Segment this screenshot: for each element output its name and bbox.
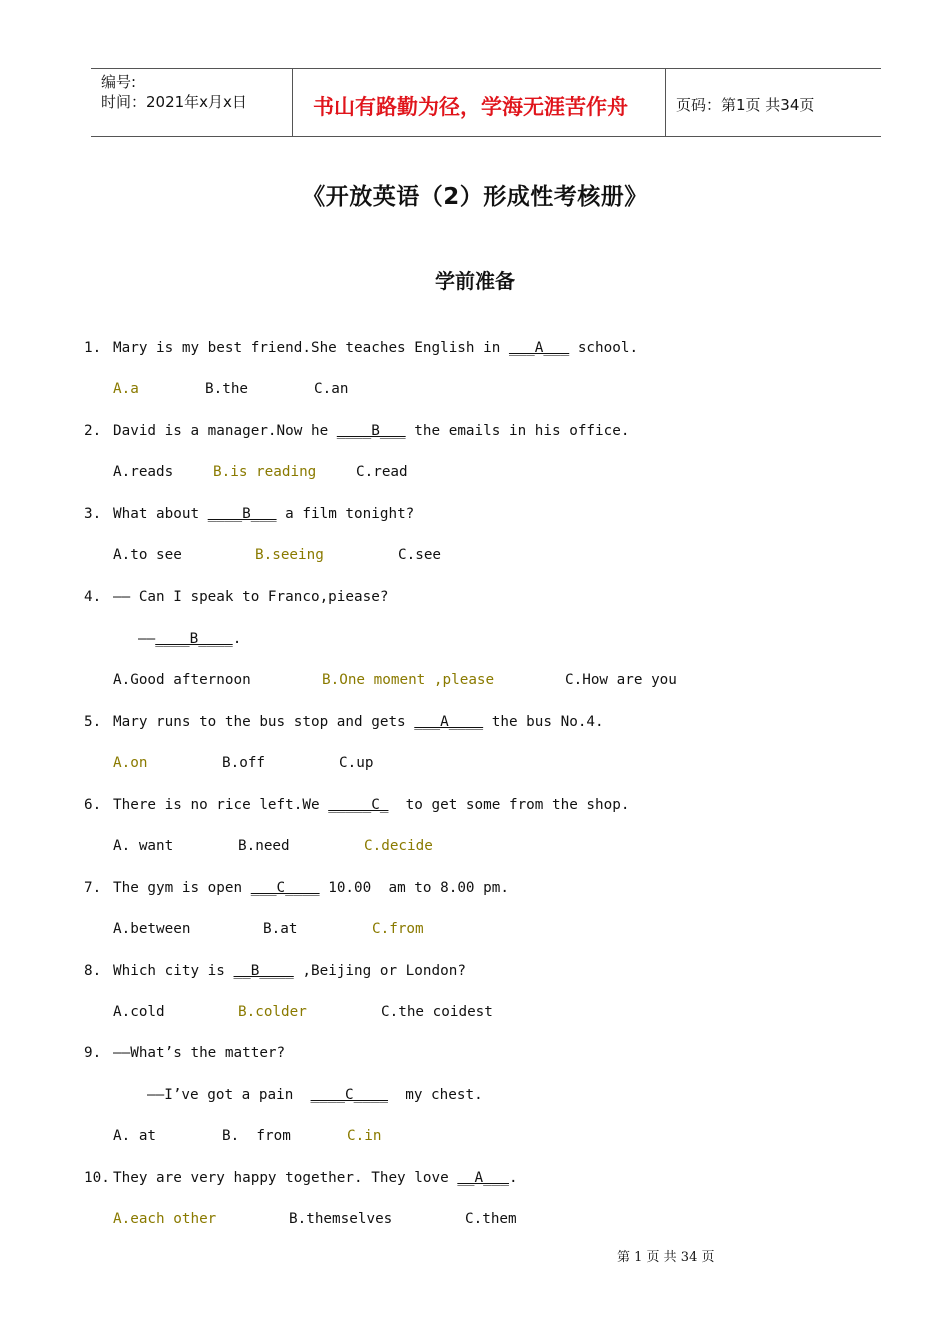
answer-option: C.read: [356, 464, 408, 480]
answer-option: A. want: [113, 838, 174, 854]
answer-option: A.Good afternoon: [113, 672, 251, 688]
question-stem: [84, 423, 629, 439]
answer-option: C.decide: [364, 838, 433, 854]
answer-option: C.an: [314, 381, 349, 397]
answer-option: A.cold: [113, 1004, 165, 1020]
question-number: 6.: [84, 797, 102, 813]
answer-option: B.colder: [238, 1004, 307, 1020]
answer-blank: __B____: [233, 963, 294, 979]
answer-blank: ___C____: [250, 880, 320, 896]
reply-text-before: ——I’ve got a pain: [147, 1087, 311, 1103]
question-number: 9.: [84, 1045, 102, 1061]
reply-text-before: ——: [138, 631, 156, 647]
question-stem: [84, 589, 388, 605]
answer-option: A.each other: [113, 1211, 217, 1227]
page-header: [91, 68, 881, 137]
answer-blank: ____C____: [310, 1087, 389, 1103]
answer-option: C.in: [347, 1128, 382, 1144]
question-number: 10.: [84, 1170, 110, 1186]
answer-option: B.is reading: [213, 464, 317, 480]
header-motto-cell: [293, 69, 666, 136]
reply-text-after: .: [232, 631, 242, 647]
answer-blank: ___A___: [508, 340, 570, 356]
answer-option: A.on: [113, 755, 148, 771]
question-text-before: They are very happy together. They love: [113, 1170, 458, 1186]
answer-option: C.see: [398, 547, 442, 563]
question-text-after: the bus No.4.: [483, 714, 604, 730]
question-text-after: .: [508, 1170, 518, 1186]
reply-text-after: my chest.: [388, 1087, 483, 1103]
question-stem: [84, 963, 466, 979]
answer-option: B.at: [263, 921, 298, 937]
time-label: 时间：2021年x月x日: [101, 93, 247, 111]
answer-option: B.need: [238, 838, 290, 854]
answer-option: B. from: [222, 1128, 291, 1144]
question-number: 5.: [84, 714, 102, 730]
answer-blank: ____B___: [207, 506, 277, 522]
dialogue-reply: [147, 1087, 483, 1103]
question-number: 2.: [84, 423, 102, 439]
answer-option: A.a: [113, 381, 139, 397]
question-number: 7.: [84, 880, 102, 896]
question-number: 3.: [84, 506, 102, 522]
answer-option: A.to see: [113, 547, 182, 563]
question-text-before: ——What’s the matter?: [113, 1045, 286, 1061]
question-number: 1.: [84, 340, 102, 356]
motto: 书山有路勤为径，学海无涯苦作舟: [313, 95, 628, 119]
answer-blank: _____C_: [328, 797, 389, 813]
question-stem: [84, 797, 629, 813]
page-info: 页码：第1页 共34页: [676, 96, 815, 114]
question-text-after: ,Beijing or London?: [293, 963, 466, 979]
answer-option: B.the: [205, 381, 249, 397]
answer-option: C.them: [465, 1211, 517, 1227]
answer-option: A. at: [113, 1128, 157, 1144]
question-text-before: Mary is my best friend.She teaches English in: [113, 340, 509, 356]
dialogue-reply: [138, 631, 241, 647]
question-text-before: —— Can I speak to Franco,piease?: [113, 589, 389, 605]
question-stem: [84, 714, 604, 730]
question-text-before: What about: [113, 506, 208, 522]
question-text-after: school.: [569, 340, 639, 356]
question-stem: [84, 880, 509, 896]
answer-option: B.seeing: [255, 547, 324, 563]
answer-option: C.from: [372, 921, 424, 937]
answer-option: A.reads: [113, 464, 174, 480]
question-stem: [84, 340, 638, 356]
question-text-after: 10.00 am to 8.00 pm.: [319, 880, 509, 896]
question-stem: [84, 506, 414, 522]
answer-option: B.off: [222, 755, 266, 771]
answer-blank: __A___: [457, 1170, 509, 1186]
header-meta-cell: [91, 69, 293, 136]
question-text-before: David is a manager.Now he: [113, 423, 337, 439]
document-title: 《开放英语（2）形成性考核册》: [302, 184, 648, 210]
question-text-before: Mary runs to the bus stop and gets: [113, 714, 415, 730]
question-text-before: There is no rice left.We: [113, 797, 329, 813]
answer-option: C.How are you: [565, 672, 677, 688]
question-number: 8.: [84, 963, 102, 979]
header-page-cell: [666, 69, 881, 136]
answer-blank: ____B___: [336, 423, 406, 439]
answer-option: C.up: [339, 755, 374, 771]
question-stem: [84, 1170, 518, 1186]
answer-blank: ____B____: [155, 631, 233, 647]
answer-blank: ___A____: [414, 714, 484, 730]
number-label: 编号:: [101, 73, 137, 91]
page-footer: 第 1 页 共 34 页: [617, 1250, 715, 1265]
answer-option: C.the coidest: [381, 1004, 493, 1020]
question-text-after: the emails in his office.: [405, 423, 630, 439]
question-text-after: a film tonight?: [276, 506, 415, 522]
question-text-before: The gym is open: [113, 880, 251, 896]
answer-option: B.themselves: [289, 1211, 393, 1227]
question-number: 4.: [84, 589, 102, 605]
answer-option: A.between: [113, 921, 191, 937]
answer-option: B.One moment ,please: [322, 672, 495, 688]
question-text-before: Which city is: [113, 963, 234, 979]
question-text-after: to get some from the shop.: [388, 797, 630, 813]
question-stem: [84, 1045, 285, 1061]
section-title: 学前准备: [435, 269, 515, 293]
